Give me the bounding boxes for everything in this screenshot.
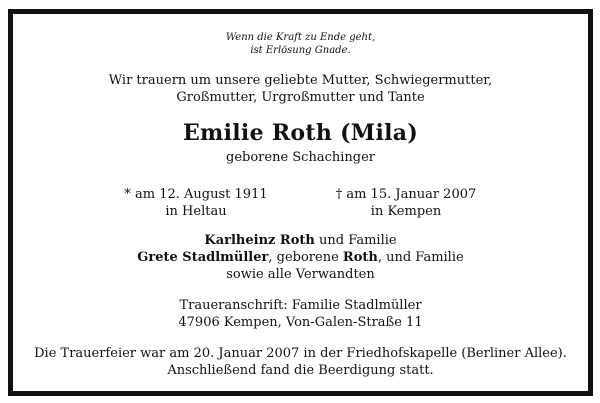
death-info <box>331 186 481 220</box>
motto-line-2: ist Erlösung Gnade. <box>250 45 351 56</box>
mourner-line-2-mid: , geborene <box>268 250 343 265</box>
mourning-line-1: Wir trauern um unsere geliebte Mutter, Schwiegermutter, <box>108 73 493 88</box>
birth-place: in Heltau <box>165 204 227 219</box>
mourner-line-1-rest: und Familie <box>314 233 397 248</box>
address-line-2: 47906 Kempen, Von-Galen-Straße 11 <box>178 315 423 330</box>
obituary-notice-frame <box>8 9 593 396</box>
mourner-line-1 <box>13 232 588 249</box>
mourner-name-roth: Roth <box>342 250 378 265</box>
funeral-line-2: Anschließend fand die Beerdigung statt. <box>167 363 434 378</box>
funeral-line-1: Die Trauerfeier war am 20. Januar 2007 in der Friedhofskapelle (Berliner Allee). <box>34 346 567 361</box>
death-date: † am 15. Januar 2007 <box>335 187 477 202</box>
mourner-line-3: sowie alle Verwandten <box>226 267 375 282</box>
birth-name: geborene Schachinger <box>226 150 375 165</box>
mourner-line-2-rest: , und Familie <box>377 250 464 265</box>
birth-info <box>121 186 271 220</box>
mourner-name-grete: Grete Stadlmüller <box>137 250 269 265</box>
deceased-name: Emilie Roth (Mila) <box>182 120 419 146</box>
mourning-line-2: Großmutter, Urgroßmutter und Tante <box>176 90 425 105</box>
mourner-name-karlheinz: Karlheinz Roth <box>204 233 315 248</box>
address-line-1: Traueranschrift: Familie Stadlmüller <box>179 298 422 313</box>
birth-date: * am 12. August 1911 <box>124 187 268 202</box>
death-place: in Kempen <box>370 204 442 219</box>
motto-line-1: Wenn die Kraft zu Ende geht, <box>225 32 376 43</box>
mourner-line-2 <box>13 249 588 266</box>
